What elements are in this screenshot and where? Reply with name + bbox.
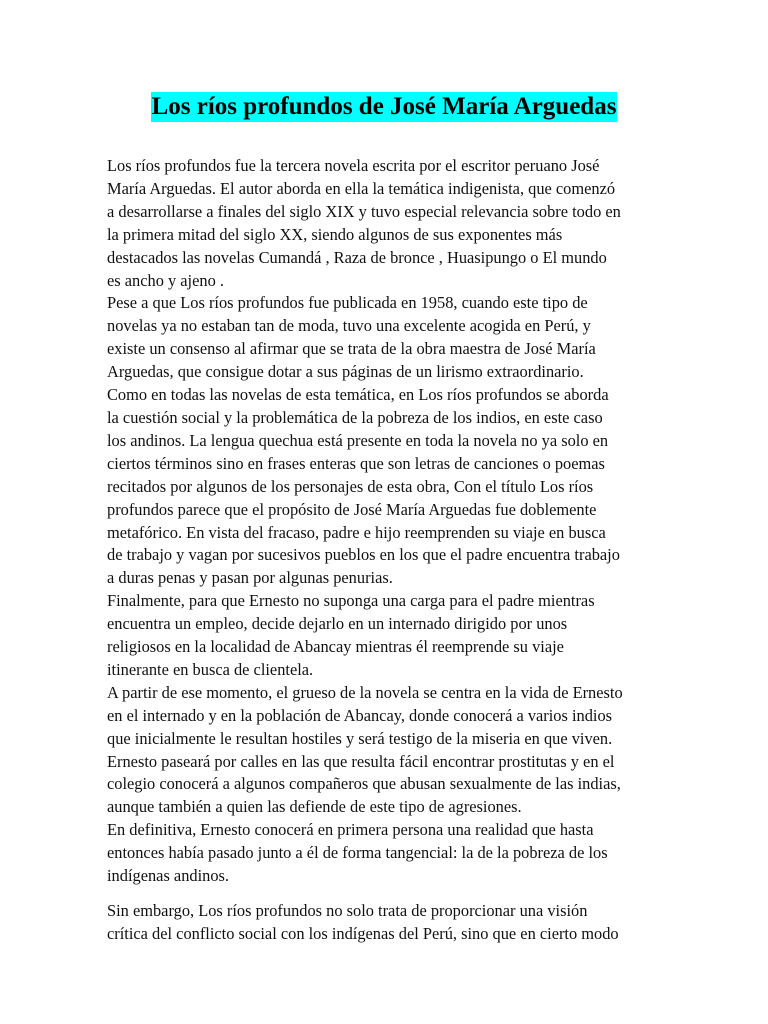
text-line: destacados las novelas Cumandá , Raza de bronce , Huasipungo o El mundo	[107, 247, 607, 267]
text-line: novelas ya no estaban tan de moda, tuvo una excelente acogida en Perú, y	[107, 316, 591, 336]
text-line: Finalmente, para que Ernesto no suponga una carga para el padre mientras	[107, 591, 595, 611]
text-line: en el internado y en la población de Abancay, donde conocerá a varios indios	[107, 705, 613, 725]
text-line: colegio conocerá a algunos compañeros que abusan sexualmente de las indias,	[107, 774, 621, 794]
text-line: de trabajo y vagan por sucesivos pueblos en los que el padre encuentra trabajo	[107, 545, 620, 565]
text-line: a desarrollarse a finales del siglo XIX y tuvo especial relevancia sobre todo en	[107, 201, 621, 221]
text-line: indígenas andinos.	[107, 866, 230, 886]
text-line: entonces había pasado junto a él de forma tangencial: la de la pobreza de los	[107, 843, 608, 863]
text-line: religiosos en la localidad de Abancay mientras él reemprende su viaje	[107, 637, 564, 657]
text-line: la cuestión social y la problemática de la pobreza de los indios, en este caso	[107, 407, 603, 427]
text-line: A partir de ese momento, el grueso de la novela se centra en la vida de Ernesto	[107, 682, 623, 702]
text-line: metafórico. En vista del fracaso, padre e hijo reemprenden su viaje en busca	[107, 522, 606, 542]
text-line: Ernesto paseará por calles en las que resulta fácil encontrar prostitutas y en el	[107, 751, 615, 771]
text-line: Sin embargo, Los ríos profundos no solo trata de proporcionar una visión	[107, 901, 588, 920]
text-line: aunque también a quien las defiende de este tipo de agresiones.	[107, 797, 522, 817]
text-line: Arguedas, que consigue dotar a sus páginas de un lirismo extraordinario.	[107, 362, 584, 382]
document-body	[107, 155, 667, 946]
text-line: Como en todas las novelas de esta temática, en Los ríos profundos se aborda	[107, 385, 609, 405]
text-line: los andinos. La lengua quechua está presente en toda la novela no ya solo en	[107, 430, 609, 450]
text-line: En definitiva, Ernesto conocerá en primera persona una realidad que hasta	[107, 820, 594, 840]
text-line: que inicialmente le resultan hostiles y será testigo de la miseria en que viven.	[107, 728, 613, 748]
document-title: Los ríos profundos de José María Arguedas	[151, 93, 617, 120]
text-line: profundos parece que el propósito de José María Arguedas fue doblemente	[107, 499, 597, 519]
text-line: Pese a que Los ríos profundos fue publicada en 1958, cuando este tipo de	[107, 293, 588, 313]
text-line: encuentra un empleo, decide dejarlo en un internado dirigido por unos	[107, 614, 568, 634]
text-line: ciertos términos sino en frases enteras que son letras de canciones o poemas	[107, 453, 605, 473]
text-line: la primera mitad del siglo XX, siendo algunos de sus exponentes más	[107, 224, 563, 244]
text-line: María Arguedas. El autor aborda en ella la temática indigenista, que comenzó	[107, 178, 616, 198]
text-line: es ancho y ajeno .	[107, 270, 224, 290]
text-line: a duras penas y pasan por algunas penurias.	[107, 568, 393, 588]
title-container	[0, 92, 768, 122]
paragraph-gap	[107, 888, 667, 900]
text-line: Los ríos profundos fue la tercera novela escrita por el escritor peruano José	[107, 156, 600, 175]
text-line: existe un consenso al afirmar que se trata de la obra maestra de José María	[107, 339, 596, 359]
text-line: itinerante en busca de clientela.	[107, 659, 314, 679]
text-line: recitados por algunos de los personajes de esta obra, Con el título Los ríos	[107, 476, 594, 496]
text-line: crítica del conflicto social con los indígenas del Perú, sino que en cierto modo	[107, 923, 619, 943]
